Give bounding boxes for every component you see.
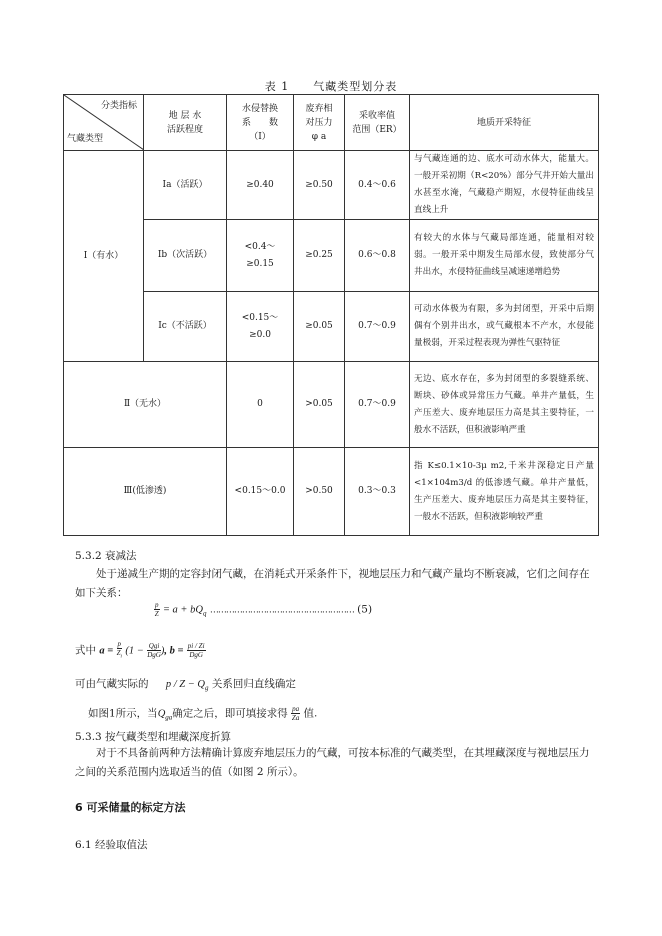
cell-pressure: >0.05	[294, 362, 345, 448]
gas-reservoir-classification-table	[63, 94, 599, 536]
cell-pressure: >0.50	[294, 448, 345, 536]
frac-a-num: p	[117, 640, 122, 648]
diagonal-header-cell	[64, 95, 144, 151]
cell-type-no-aquifer: Ⅱ（无水）	[64, 362, 227, 448]
cell-features: 指 K≤0.1×10-3μ m2,千米井深稳定日产量<1×104m3/d 的低渗透气藏。单井产量低，生产压差大、废弃地层压力高是其主要特征，一般水不活跃，但积液影响较严重	[410, 448, 599, 536]
cell-recovery: 0.7～0.9	[345, 362, 410, 448]
cell-activity: Ib（次活跃）	[144, 220, 227, 292]
table-row	[64, 362, 599, 448]
fig1-text-2: 确定之后，即可填接求得	[172, 707, 288, 720]
cell-recovery: 0.3～0.3	[345, 448, 410, 536]
where-a: a =	[99, 645, 114, 657]
cell-pressure: ≥0.50	[294, 151, 345, 220]
eq-leader-dots: ………………………………………………	[209, 605, 354, 616]
table-caption: 表 1 气藏类型划分表	[264, 80, 398, 93]
cell-invasion: <0.15～≥0.0	[227, 292, 294, 362]
where-prefix: 式中	[75, 644, 96, 657]
regression-text-1: 可由气藏实际的	[75, 678, 149, 690]
eq-rhs-sub: q	[202, 609, 207, 618]
cell-activity: Ia（活跃）	[144, 151, 227, 220]
header-recovery-range: 采收率值 范围（ER）	[345, 95, 410, 151]
section-5-3-3-title: 5.3.3 按气藏类型和埋藏深度折算	[75, 731, 232, 743]
header-geologic-features: 地质开采特征	[410, 95, 599, 151]
where-b: , b =	[164, 645, 184, 657]
table-header-row	[64, 95, 599, 151]
cell-features: 有较大的水体与气藏局部连通，能量相对较弱。一般开采中期发生局部水侵，致使部分气井出水，水侵特征曲线呈减速递增趋势	[410, 220, 599, 292]
cell-invasion: <0.15～0.0	[227, 448, 294, 536]
fig1-text-1: 如图1所示，当	[88, 707, 158, 720]
header-reservoir-type: 气藏类型	[67, 134, 104, 144]
fig1-frac-den: Za	[291, 714, 300, 722]
cell-activity: Ic（不活跃）	[144, 292, 227, 362]
section-6-1-title: 6.1 经验取值法	[75, 839, 148, 851]
cell-features: 与气藏连通的边、底水可动水体大，能量大。一般开采初期（R<20%）部分气井开始大量出水甚至水淹，气藏稳产期短，水侵特征曲线呈直线上升	[410, 151, 599, 220]
regression-expr: p / Z − Q	[165, 679, 206, 690]
frac-a-mid: (1 −	[125, 645, 144, 657]
section-6-title: 6 可采储量的标定方法	[75, 801, 186, 814]
cell-pressure: ≥0.25	[294, 220, 345, 292]
table-row	[64, 220, 599, 292]
fig1-frac-num: pa	[292, 705, 300, 713]
regression-text-2: 关系回归直线确定	[211, 678, 296, 690]
table-row	[64, 448, 599, 536]
frac-a-den: Z	[116, 649, 121, 657]
cell-recovery: 0.4～0.6	[345, 151, 410, 220]
frac-q-num: Qgi	[148, 642, 160, 651]
table-row	[64, 292, 599, 362]
figure-1-line	[88, 705, 317, 722]
cell-features: 无边、底水存在，多为封闭型的多裂缝系统、断块、砂体或异常压力气藏。单井产量低，生产压差大、废弃地层压力高是其主要特征，一般水不活跃，但积液影响严重	[410, 362, 599, 448]
frac-q-den: DgG	[147, 651, 161, 660]
header-classification-index: 分类指标	[100, 101, 137, 111]
where-clause	[75, 640, 206, 661]
frac-a-end: )	[160, 645, 165, 657]
cell-invasion: ≥0.40	[227, 151, 294, 220]
section-5-3-2-paragraph: 处于递减生产期的定容封闭气藏，在消耗式开采条件下，视地层压力和气藏产量均不断衰减，它们之间存在如下关系：	[75, 568, 590, 599]
header-abandon-pressure: 废弃相 对压力 φ a	[294, 95, 345, 151]
table-row	[64, 151, 599, 220]
eq-lhs-denominator: Z	[154, 610, 159, 618]
cell-type-low-permeability: Ⅲ(低渗透)	[64, 448, 227, 536]
cell-recovery: 0.7～0.9	[345, 292, 410, 362]
fig1-q: Q	[157, 708, 166, 720]
equation-5	[154, 601, 372, 618]
section-5-3-3-paragraph: 对于不具备前两种方法精确计算废弃地层压力的气藏，可按本标准的气藏类型，在其埋藏深度与视地层压力之间的关系范围内选取适当的值（如图 2 所示）。	[75, 747, 590, 778]
cell-features: 可动水体极为有限，多为封闭型，开采中后期偶有个别井出水，或气藏根本不产水，水侵能量极弱，开采过程表现为弹性气驱特征	[410, 292, 599, 362]
group-aquifer-label: Ⅰ（有水）	[64, 151, 144, 362]
frac-a-sub: i	[120, 654, 122, 660]
cell-invasion: <0.4～≥0.15	[227, 220, 294, 292]
eq-lhs-numerator: p	[155, 601, 159, 609]
eq-rhs: = a + bQ	[162, 604, 203, 616]
fig1-q-sub: ga	[165, 713, 173, 722]
header-water-invasion: 水侵替换 系 数 （I）	[227, 95, 294, 151]
eq-label: (5)	[357, 603, 373, 616]
cell-invasion: 0	[227, 362, 294, 448]
cell-pressure: ≥0.05	[294, 292, 345, 362]
header-water-activity: 地 层 水 活跃程度	[144, 95, 227, 151]
fig1-text-3: 值.	[303, 707, 318, 720]
section-5-3-2-title: 5.3.2 衰减法	[75, 550, 137, 562]
regression-expr-sub: g	[205, 684, 209, 693]
frac-b-den: DgG	[189, 651, 203, 660]
cell-recovery: 0.6～0.8	[345, 220, 410, 292]
regression-line	[75, 676, 296, 692]
frac-b-num: pi / Zi	[187, 642, 205, 651]
